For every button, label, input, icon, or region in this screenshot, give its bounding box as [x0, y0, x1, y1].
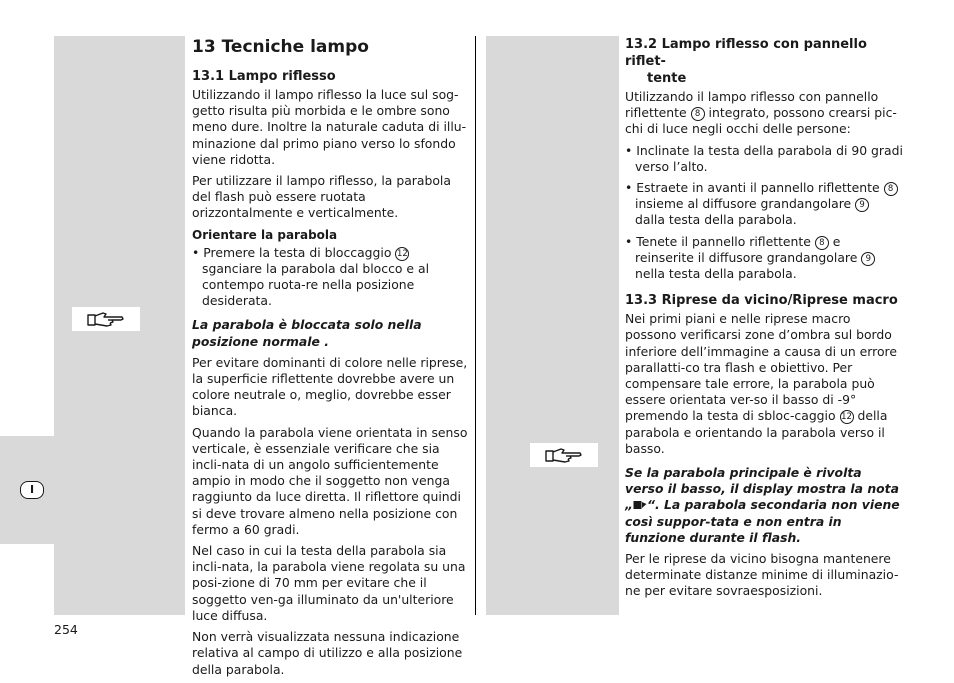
- left-column: [192, 36, 468, 683]
- section-13-1-heading: 13.1 Lampo riflesso: [192, 69, 336, 84]
- paragraph: Utilizzando il lampo riflesso la luce sul sog-getto risulta più morbida e le ombre sono meno dure. Inoltre la naturale caduta di illu-minazione dal primo piano verso lo sfondo viene ridotta.: [192, 87, 467, 167]
- callout-number: 8: [815, 236, 829, 250]
- right-column: [625, 36, 903, 605]
- column-divider: [475, 36, 476, 615]
- language-badge: I: [20, 481, 44, 499]
- page-number: 254: [54, 622, 78, 637]
- pointing-hand-icon: [530, 443, 598, 467]
- bullet-item: • Premere la testa di bloccaggio 12 sganciare la parabola dal blocco e al contempo ruota-re nella posizione desiderata.: [192, 244, 430, 309]
- right-margin-bar: [486, 36, 619, 615]
- bullet-item: • Inclinate la testa della parabola di 90 gradi verso l’alto.: [625, 142, 903, 174]
- note-text: La parabola è bloccata solo nella posizione normale .: [192, 317, 422, 349]
- paragraph: Per utilizzare il lampo riflesso, la parabola del flash può essere ruotata orizzontalmente e verticalmente.: [192, 173, 451, 221]
- bullet-item: • Tenete il pannello riflettente 8 e reinserite il diffusore grandangolare 9 nella testa della parabola.: [625, 234, 903, 283]
- paragraph: Per evitare dominanti di colore nelle riprese, la superficie riflettente dovrebbe avere un colore neutrale o, meglio, dovrebbe esser bianca.: [192, 354, 468, 419]
- pointing-hand-icon: [72, 307, 140, 331]
- callout-number: 9: [861, 252, 875, 266]
- paragraph: Nel caso in cui la testa della parabola sia incli-nata, la parabola viene regolata su una posi-zione di 70 mm per evitare che il soggetto ven-ga illuminato da un'ulteriore luce diffusa.: [192, 543, 466, 623]
- callout-number: 8: [884, 182, 898, 196]
- callout-number: 8: [691, 107, 705, 121]
- page-title: 13 Tecniche lampo: [192, 37, 369, 57]
- paragraph: Quando la parabola viene orientata in senso verticale, è essenziale verificare che sia incli-nata di un angolo sufficientemente ampio in modo che il soggetto non venga raggiunto da luce diretta. Il riflettore quindi si deve trovare almeno nella posizione con fermo a 60 gradi.: [192, 424, 468, 537]
- section-13-3-heading: 13.3 Riprese da vicino/Riprese macro: [625, 293, 898, 309]
- paragraph: Per le riprese da vicino bisogna mantenere determinate distanze minime di illuminazio-ne per evitare sovraesposizioni.: [625, 551, 899, 599]
- bullet-item: • Estraete in avanti il pannello riflettente 8 insieme al diffusore grandangolare 9 dalla testa della parabola.: [625, 180, 903, 229]
- section-13-2-heading: 13.2 Lampo riflesso con pannello riflet- tente: [625, 37, 867, 86]
- paragraph: Nei primi piani e nelle riprese macro possono verificarsi zone d’ombra sul bordo inferiore dell’immagine a causa di un errore parallatti-co tra flash e obiettivo. Per compensare tale errore, la parabola può essere orientata ver-so il basso di -9° premendo la testa di sbloc-caggio 12 della parabola e orientando la parabola verso il basso.: [625, 311, 898, 456]
- note-text: Se la parabola principale è rivolta verso il basso, il display mostra la nota „ “. La parabola secondaria non viene così suppor-tata e non entra in funzione durante il flash.: [625, 465, 900, 545]
- callout-number: 12: [841, 412, 852, 423]
- callout-number: 9: [855, 198, 869, 212]
- flash-tilt-down-icon: [633, 500, 647, 510]
- paragraph: Utilizzando il lampo riflesso con pannello riflettente 8 integrato, possono crearsi pic-chi di luce negli occhi delle persone:: [625, 89, 897, 137]
- callout-number: 12: [396, 248, 408, 259]
- subheading: Orientare la parabola: [192, 227, 338, 242]
- paragraph: Non verrà visualizzata nessuna indicazione relativa al campo di utilizzo e alla posizione della parabola.: [192, 629, 463, 677]
